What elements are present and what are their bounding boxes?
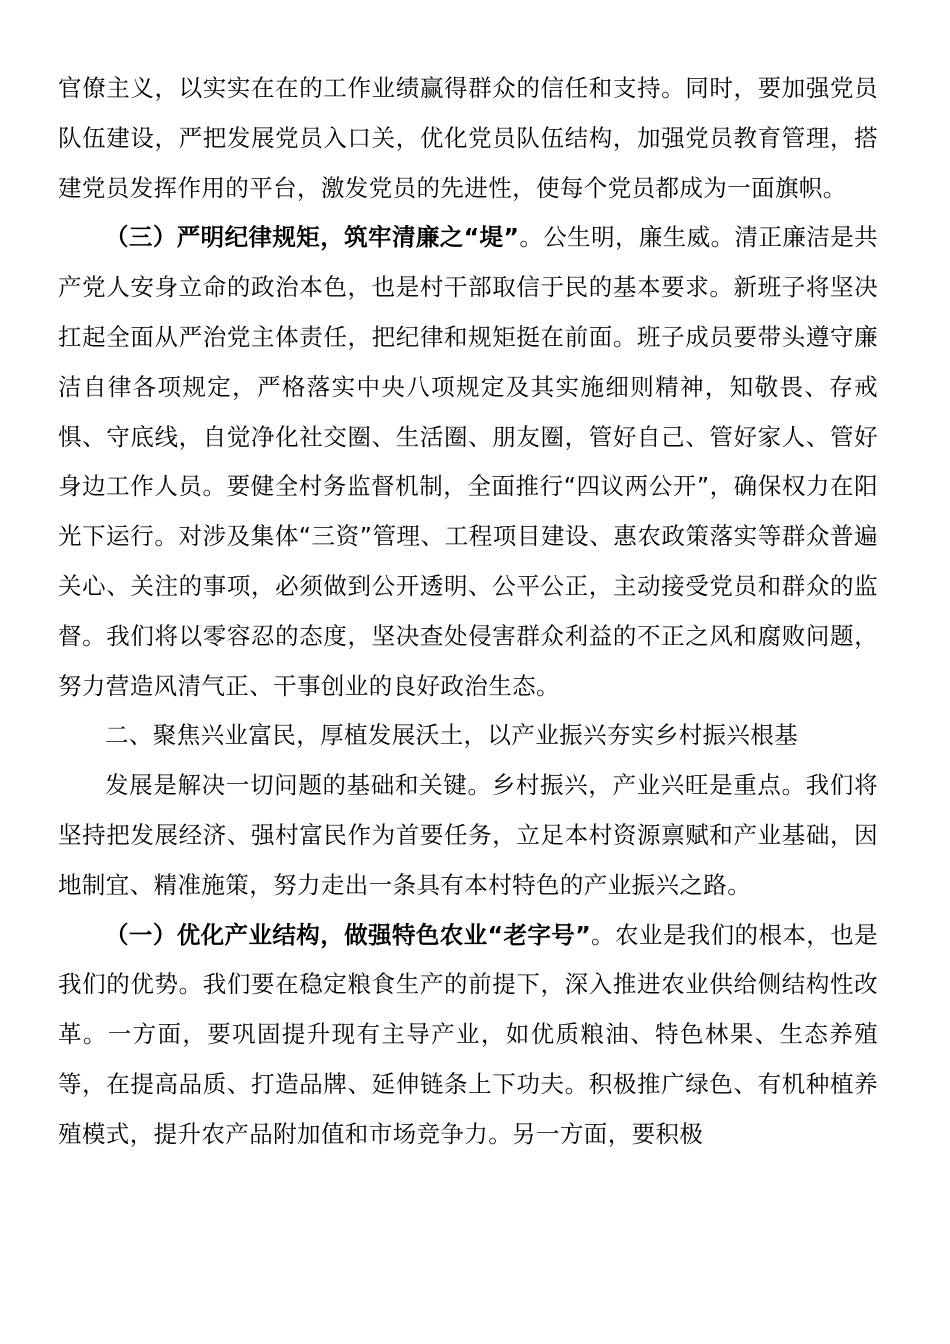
paragraph-text: 。公生明，廉生威。清正廉洁是共产党人安身立命的政治本色，也是村干部取信于民的基本要求。新班子将坚决扛起全面从严治党主体责任，把纪律和规矩挺在前面。班子成员要带头遵守廉洁自律各项规定，严格落实中央八项规定及其实施细则精神，知敬畏、存戒惧、守底线，自觉净化社交圈、生活圈、朋友圈，管好自己、管好家人、管好身边工作人员。要健全村务监督机制，全面推行“四议两公开”，确保权力在阳光下运行。对涉及集体“三资”管理、工程项目建设、惠农政策落实等群众普遍关心、关注的事项，必须做到公开透明、公平公正，主动接受党员和群众的监督。我们将以零容忍的态度，坚决查处侵害群众利益的不正之风和腐败问题，努力营造风清气正、干事创业的良好政治生态。 xyxy=(58,223,879,700)
section-heading xyxy=(58,711,878,761)
paragraph-development xyxy=(58,761,878,910)
paragraph-discipline xyxy=(58,213,878,711)
section-title: 二、聚焦兴业富民，厚植发展沃土，以产业振兴夯实乡村振兴根基 xyxy=(105,721,799,750)
paragraph-industry-structure xyxy=(58,911,878,1160)
paragraph-party-building xyxy=(58,64,878,213)
subsection-title: （三）严明纪律规矩，筑牢清廉之“堤” xyxy=(105,223,520,252)
paragraph-text: 发展是解决一切问题的基础和关键。乡村振兴，产业兴旺是重点。我们将坚持把发展经济、强村富民作为首要任务，立足本村资源禀赋和产业基础，因地制宜、精准施策，努力走出一条具有本村特色的产业振兴之路。 xyxy=(58,771,878,899)
document-page xyxy=(58,64,878,1160)
paragraph-text: 官僚主义，以实实在在的工作业绩赢得群众的信任和支持。同时，要加强党员队伍建设，严把发展党员入口关，优化党员队伍结构，加强党员教育管理，搭建党员发挥作用的平台，激发党员的先进性，使每个党员都成为一面旗帜。 xyxy=(58,74,878,202)
paragraph-text: 。农业是我们的根本，也是我们的优势。我们要在稳定粮食生产的前提下，深入推进农业供给侧结构性改革。一方面，要巩固提升现有主导产业，如优质粮油、特色林果、生态养殖等，在提高品质、打造品牌、延伸链条上下功夫。积极推广绿色、有机种植养殖模式，提升农产品附加值和市场竞争力。另一方面，要积极 xyxy=(58,920,878,1148)
subsection-title: （一）优化产业结构，做强特色农业“老字号” xyxy=(105,920,592,949)
